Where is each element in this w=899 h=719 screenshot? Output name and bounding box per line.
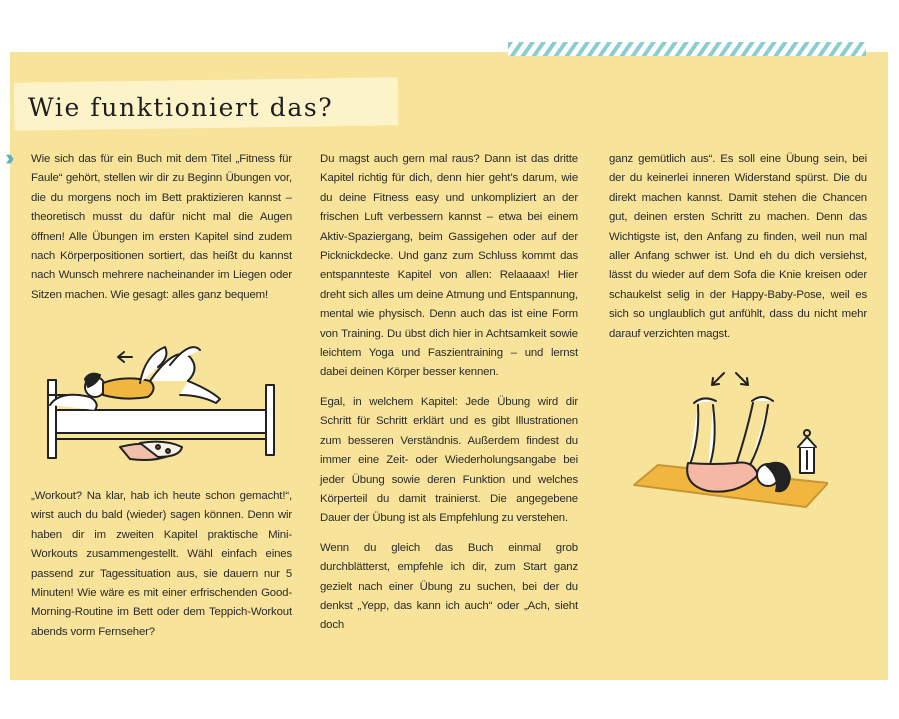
person-in-bed-stretching-illustration — [40, 335, 290, 475]
section-title: Wie funktioniert das? — [28, 93, 334, 122]
column-3 — [609, 150, 867, 344]
column-2 — [320, 150, 578, 636]
column-1-bottom — [31, 487, 292, 642]
decorative-stripe — [508, 42, 866, 56]
paragraph: ganz gemütlich aus“. Es soll eine Übung sein, bei der du keinerlei inneren Widerstand spürst. Die du direkt machen kannst. Damit stehen die Chancen gut, deinen ersten Schritt zu machen. Denn das Wichtigste ist, den Anfang zu finden, weil nun mal aller Anfang schwer ist. Und eh du dich versiehst, lässt du wieder auf dem Sofa die Knie kreisen oder schaukelst selig in der Happy-Baby-Pose, weil es sich so unglaublich gut anfühlt, dass du nicht mehr darauf verzichten magst. — [609, 153, 867, 340]
paragraph: Wie sich das für ein Buch mit dem Titel „Fitness für Faule“ gehört, stellen wir dir zu Beginn Übungen vor, die du morgens noch im Bett praktizieren kannst – theoretisch musst du dafür nicht mal die Augen öffnen! Alle Übungen im ersten Kapitel sind zudem nach Körperpositionen sortiert, das heißt du kannst nach Wunsch mehrere nacheinander im Liegen oder Sitzen machen. Wie gesagt: alles ganz bequem! — [31, 153, 292, 301]
column-1-top — [31, 150, 292, 305]
paragraph: Du magst auch gern mal raus? Dann ist das dritte Kapitel richtig für dich, denn hier geht’s darum, wie du deine Fitness easy und unkompliziert an der frischen Luft verbessern kannst – etwa bei einem Aktiv-Spaziergang, beim Gassigehen oder auf der Picknickdecke. Und ganz zum Schluss kommt das entspannteste Kapitel von allen: Relaaaax! Hier dreht sich alles um deine Atmung und Entspannung, mental wie physisch. Denn auch das ist eine Form von Training. Du übst dich hier in Achtsamkeit sowie leichtem Yoga und Faszientraining – und lernst dabei deinen Körper besser kennen. — [320, 153, 578, 379]
paragraph: Wenn du gleich das Buch einmal grob durchblätterst, empfehle ich dir, zum Start ganz gezielt nach einer Übung zu suchen, bei der du denkst „Yepp, das kann ich auch“ oder „Ach, sieht doch — [320, 541, 578, 632]
paragraph: „Workout? Na klar, hab ich heute schon gemacht!“, wirst auch du bald (wieder) sagen können. Denn wir haben dir im zweiten Kapitel praktische Mini-Workouts zusammengestellt. Wähl einfach eines passend zur Tagessituation aus, sie dauern nur 5 Minuten! Wie wäre es mit einer erfrischenden Good-Morning-Routine im Bett oder dem Teppich-Workout abends vorm Fernseher? — [31, 490, 292, 638]
paragraph: Egal, in welchem Kapitel: Jede Übung wird dir Schritt für Schritt erklärt und es gibt Illustrationen zum besseren Verständnis. Außerdem findest du immer eine Zeit- oder Wiederholungsangabe bei jeder Übung sowie deren Funktion und welches Körperteil du damit trainierst. Die angegebene Dauer der Übung ist als Empfehlung zu verstehen. — [320, 395, 578, 525]
person-on-mat-happy-baby-pose-illustration — [628, 365, 828, 515]
